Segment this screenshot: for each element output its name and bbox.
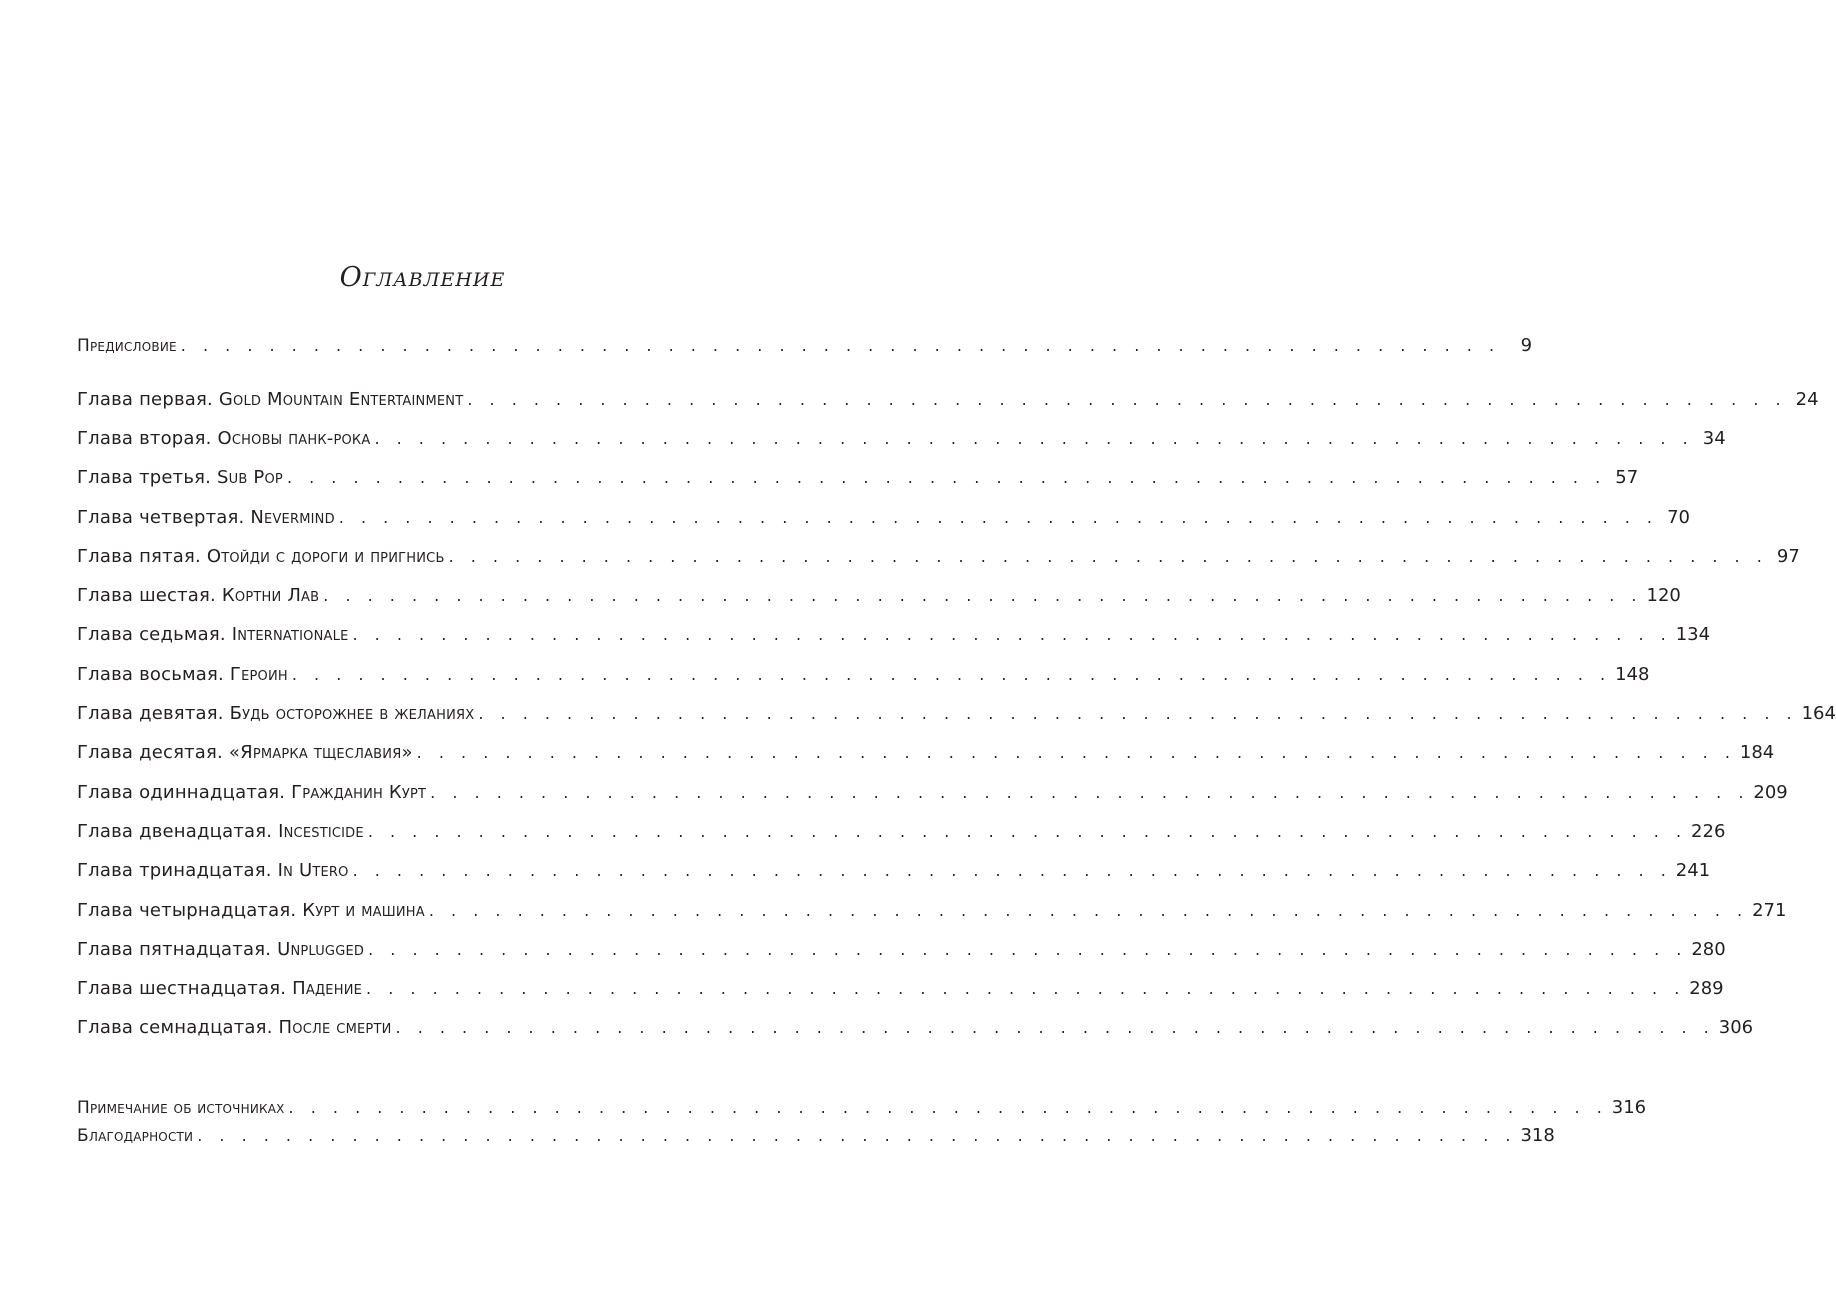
toc-entry-page: 9 — [1520, 335, 1533, 356]
chapter-prefix: Глава шестнадцатая. — [77, 978, 287, 999]
chapter-prefix: Глава тринадцатая. — [77, 860, 272, 881]
toc-entry-label: Благодарности — [77, 1126, 194, 1146]
toc-entry-page: 289 — [1689, 978, 1724, 999]
toc-entry-label — [77, 463, 283, 493]
chapter-prefix: Глава пятая. — [77, 546, 201, 567]
toc-entry-page: 97 — [1776, 546, 1800, 567]
chapter-name: Sub Pop — [217, 467, 283, 488]
chapter-prefix: Глава восьмая. — [77, 664, 224, 685]
chapter-name: Gold Mountain Entertainment — [218, 389, 464, 410]
toc-entry-chapter[interactable] — [77, 935, 1726, 965]
chapter-prefix: Глава девятая. — [77, 703, 224, 724]
toc-entry-page: 306 — [1718, 1017, 1754, 1038]
toc-entry-page: 70 — [1667, 507, 1691, 528]
dot-leader: . . . . . . . . . . . . . . . . . . . . . . . . . . . . . . . . . . . . . . . . . . . . . . . . . . . . . . . . . . . . — [430, 783, 1750, 802]
chapter-prefix: Глава первая. — [77, 389, 213, 410]
chapter-prefix: Глава одиннадцатая. — [77, 782, 286, 803]
chapter-name: In Utero — [277, 860, 349, 881]
dot-leader: . . . . . . . . . . . . . . . . . . . . . . . . . . . . . . . . . . . . . . . . . . . . . . . . . . . . . . . . . . . . — [366, 979, 1686, 998]
chapter-name: Кортни Лав — [221, 585, 320, 606]
dot-leader: . . . . . . . . . . . . . . . . . . . . . . . . . . . . . . . . . . . . . . . . . . . . . . . . . . . . . . . . . . . . — [467, 390, 1787, 409]
toc-entry-page: 24 — [1795, 389, 1819, 410]
toc-entry-label — [77, 503, 335, 533]
chapter-name: Падение — [292, 978, 363, 999]
toc-entry-label — [77, 620, 349, 650]
chapter-name: Гражданин Курт — [291, 782, 427, 803]
dot-leader: . . . . . . . . . . . . . . . . . . . . . . . . . . . . . . . . . . . . . . . . . . . . . . . . . . . . . . . . . . . . — [416, 743, 1736, 762]
toc-entry-page: 148 — [1615, 664, 1650, 685]
chapter-name: Отойди с дороги и пригнись — [206, 546, 445, 567]
chapter-name: Incesticide — [278, 821, 364, 842]
chapter-name: Internationale — [231, 624, 349, 645]
toc-entry-chapter[interactable] — [77, 463, 1639, 493]
toc-entry-notes[interactable] — [77, 1093, 1647, 1123]
chapter-name: Героин — [229, 664, 288, 685]
toc-entry-chapter[interactable] — [77, 896, 1787, 926]
toc-entry-page: 209 — [1753, 782, 1788, 803]
dot-leader: . . . . . . . . . . . . . . . . . . . . . . . . . . . . . . . . . . . . . . . . . . . . . . . . . . . . . . . . . . . . — [367, 822, 1688, 841]
toc-entry-chapter[interactable] — [77, 738, 1775, 768]
toc-entry-page: 318 — [1520, 1125, 1555, 1146]
chapter-prefix: Глава двенадцатая. — [77, 821, 273, 842]
chapter-prefix: Глава пятнадцатая. — [77, 939, 272, 960]
chapter-prefix: Глава вторая. — [77, 428, 212, 449]
toc-entry-label — [77, 424, 370, 454]
toc-entry-chapter[interactable] — [77, 1013, 1754, 1043]
dot-leader: . . . . . . . . . . . . . . . . . . . . . . . . . . . . . . . . . . . . . . . . . . . . . . . . . . . . . . . . . . . . — [368, 940, 1688, 959]
dot-leader: . . . . . . . . . . . . . . . . . . . . . . . . . . . . . . . . . . . . . . . . . . . . . . . . . . . . . . . . . . . . — [288, 1098, 1608, 1117]
toc-entry-chapter[interactable] — [77, 856, 1711, 886]
toc-entry-label — [77, 935, 364, 965]
toc-entry-page: 241 — [1675, 860, 1711, 881]
chapter-name: Unplugged — [277, 939, 365, 960]
toc-entry-label — [77, 778, 426, 808]
dot-leader: . . . . . . . . . . . . . . . . . . . . . . . . . . . . . . . . . . . . . . . . . . . . . . . . . . . . . . . . . . . . — [197, 1126, 1517, 1145]
toc-entry-chapter[interactable] — [77, 817, 1726, 847]
chapter-prefix: Глава десятая. — [77, 742, 223, 763]
chapter-prefix: Глава седьмая. — [77, 624, 226, 645]
toc-entry-chapter[interactable] — [77, 699, 1836, 729]
toc-entry-label — [77, 974, 362, 1004]
toc-entry-label — [77, 385, 463, 415]
toc-entry-chapter[interactable] — [77, 620, 1711, 650]
dot-leader: . . . . . . . . . . . . . . . . . . . . . . . . . . . . . . . . . . . . . . . . . . . . . . . . . . . . . . . . . . . . — [338, 508, 1659, 527]
chapter-prefix: Глава четвертая. — [77, 507, 245, 528]
page-title: Оглавление — [339, 262, 506, 293]
chapter-name: Курт и машина — [302, 900, 425, 921]
toc-entry-page: 34 — [1702, 428, 1726, 449]
dot-leader: . . . . . . . . . . . . . . . . . . . . . . . . . . . . . . . . . . . . . . . . . . . . . . . . . . . . . . . . . . . . — [395, 1018, 1715, 1037]
toc-entry-preface[interactable] — [77, 331, 1533, 361]
toc-entry-page: 184 — [1739, 742, 1775, 763]
toc-entry-page: 226 — [1691, 821, 1726, 842]
toc-entry-chapter[interactable] — [77, 974, 1724, 1004]
dot-leader: . . . . . . . . . . . . . . . . . . . . . . . . . . . . . . . . . . . . . . . . . . . . . . . . . . . . . . . . . . . . — [428, 901, 1749, 920]
toc-entry-chapter[interactable] — [77, 581, 1681, 611]
toc-entry-label: Предисловие — [77, 336, 177, 356]
toc-entry-label — [77, 660, 288, 690]
toc-entry-page: 120 — [1646, 585, 1681, 606]
chapter-name: Будь осторожнее в желаниях — [229, 703, 475, 724]
chapter-name: Основы панк-рока — [217, 428, 371, 449]
toc-entry-chapter[interactable] — [77, 385, 1819, 415]
toc-entry-page: 280 — [1691, 939, 1726, 960]
chapter-prefix: Глава четырнадцатая. — [77, 900, 297, 921]
dot-leader: . . . . . . . . . . . . . . . . . . . . . . . . . . . . . . . . . . . . . . . . . . . . . . . . . . . . . . . . . . . . — [286, 468, 1607, 487]
toc-entry-page: 271 — [1752, 900, 1787, 921]
toc-entry-page: 164 — [1801, 703, 1836, 724]
dot-leader: . . . . . . . . . . . . . . . . . . . . . . . . . . . . . . . . . . . . . . . . . . . . . . . . . . . . . . . . . . . . — [448, 547, 1768, 566]
chapter-name: «Ярмарка тщеславия» — [228, 742, 413, 763]
dot-leader: . . . . . . . . . . . . . . . . . . . . . . . . . . . . . . . . . . . . . . . . . . . . . . . . . . . . . . . . . . . . — [352, 625, 1672, 644]
chapter-name: После смерти — [278, 1017, 392, 1038]
toc-entry-page: 316 — [1611, 1097, 1647, 1118]
dot-leader: . . . . . . . . . . . . . . . . . . . . . . . . . . . . . . . . . . . . . . . . . . . . . . . . . . . . . . . . . . . . — [352, 861, 1672, 880]
chapter-name: Nevermind — [250, 507, 335, 528]
toc-entry-label — [77, 738, 413, 768]
toc-entry-chapter[interactable] — [77, 424, 1726, 454]
toc-entry-chapter[interactable] — [77, 503, 1691, 533]
toc-entry-label — [77, 896, 425, 926]
toc-entry-label — [77, 1013, 392, 1043]
dot-leader: . . . . . . . . . . . . . . . . . . . . . . . . . . . . . . . . . . . . . . . . . . . . . . . . . . . . . . . . . . . . — [374, 429, 1694, 448]
dot-leader: . . . . . . . . . . . . . . . . . . . . . . . . . . . . . . . . . . . . . . . . . . . . . . . . . . . . . . . . . . . . — [291, 665, 1612, 684]
toc-entry-page: 134 — [1675, 624, 1711, 645]
chapter-prefix: Глава третья. — [77, 467, 212, 488]
dot-leader: . . . . . . . . . . . . . . . . . . . . . . . . . . . . . . . . . . . . . . . . . . . . . . . . . . . . . . . . . . . . — [180, 336, 1501, 355]
dot-leader: . . . . . . . . . . . . . . . . . . . . . . . . . . . . . . . . . . . . . . . . . . . . . . . . . . . . . . . . . . . . — [478, 704, 1798, 723]
chapter-prefix: Глава шестая. — [77, 585, 216, 606]
toc-entry-acknowledgements[interactable] — [77, 1121, 1555, 1151]
toc-entry-page: 57 — [1615, 467, 1639, 488]
toc-entry-chapter[interactable] — [77, 660, 1650, 690]
dot-leader: . . . . . . . . . . . . . . . . . . . . . . . . . . . . . . . . . . . . . . . . . . . . . . . . . . . . . . . . . . . . — [323, 586, 1643, 605]
toc-entry-chapter[interactable] — [77, 542, 1800, 572]
toc-entry-label: Примечание об источниках — [77, 1098, 285, 1118]
toc-entry-label — [77, 856, 349, 886]
toc-entry-label — [77, 542, 445, 572]
toc-entry-chapter[interactable] — [77, 778, 1788, 808]
toc-entry-label — [77, 581, 319, 611]
toc-entry-label — [77, 699, 474, 729]
chapter-prefix: Глава семнадцатая. — [77, 1017, 273, 1038]
toc-entry-label — [77, 817, 364, 847]
